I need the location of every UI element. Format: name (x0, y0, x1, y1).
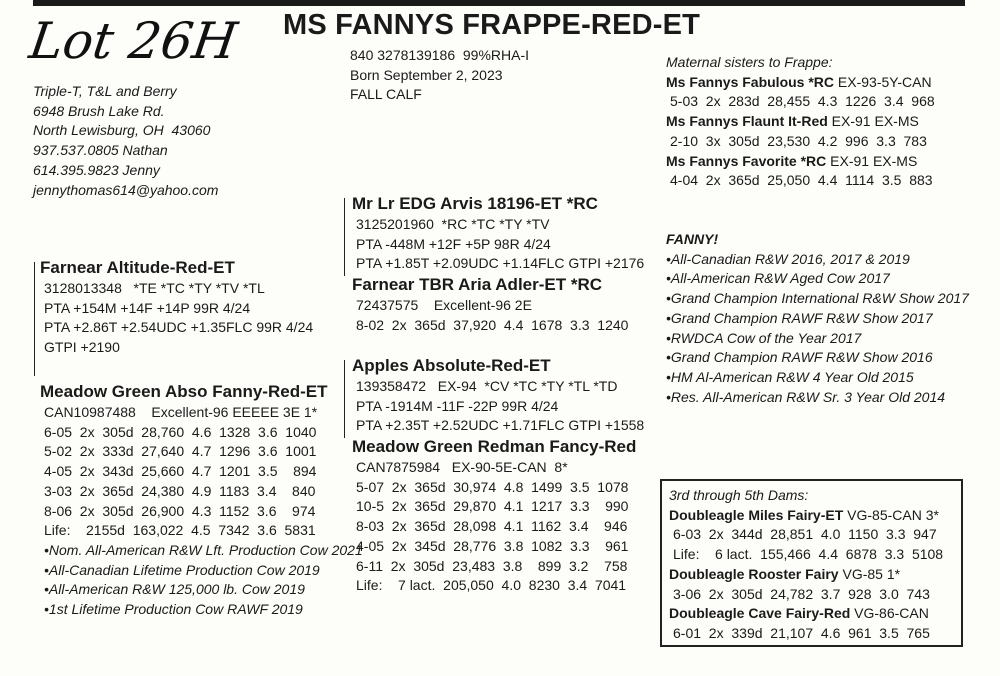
animal-class: FALL CALF (350, 86, 422, 103)
dam-sire-right-block (352, 355, 644, 436)
maternal-sisters-heading: Maternal sisters to Frappe: (666, 54, 833, 70)
consignor-phone2: 614.395.9823 Jenny (33, 161, 160, 178)
granddam-record: 5-07 2x 365d 30,974 4.8 1499 3.5 1078 (356, 478, 629, 495)
sire-of-sire-block (352, 274, 628, 335)
sire-of-sire-id: 72437575 Excellent-96 2E (356, 297, 532, 313)
dam-sire-gtpi: GTPI +2190 (44, 339, 120, 356)
sire-name: Mr Lr EDG Arvis 18196-ET *RC (352, 194, 598, 213)
dam-record: 4-05 2x 343d 25,660 4.7 1201 3.5 894 (44, 463, 317, 480)
sire-block (352, 193, 644, 274)
granddam-record: 4-05 2x 345d 28,776 3.8 1082 3.3 961 (356, 537, 629, 554)
animal-info (350, 46, 529, 105)
consignor-address2: North Lewisburg, OH 43060 (33, 122, 211, 139)
dam3-name: Doubleagle Miles Fairy-ET VG-85-CAN 3* (669, 506, 939, 523)
consignor (33, 82, 218, 200)
sister-record: 4-04 2x 365d 25,050 4.4 1114 3.5 883 (670, 172, 933, 189)
dam-honor: •1st Lifetime Production Cow RAWF 2019 (44, 601, 303, 618)
dam-honor: •All-Canadian Lifetime Production Cow 2019 (44, 561, 320, 578)
granddam-name: Meadow Green Redman Fancy-Red (352, 437, 637, 456)
sire-of-sire-record: 8-02 2x 365d 37,920 4.4 1678 3.3 1240 (356, 316, 629, 333)
fanny-honor: •Grand Champion RAWF R&W Show 2017 (666, 309, 933, 326)
dam-sire-right-bracket (344, 360, 345, 438)
fanny-honor: •All-Canadian R&W 2016, 2017 & 2019 (666, 250, 910, 267)
lot-number: Lot 26H (25, 12, 241, 70)
granddam-record: 10-5 2x 365d 29,870 4.1 1217 3.3 990 (356, 498, 629, 515)
fanny-honor: •HM Al-American R&W 4 Year Old 2015 (666, 368, 914, 385)
dam-id: CAN10987488 Excellent-96 EEEEE 3E 1* (44, 404, 318, 420)
sister-record: 5-03 2x 283d 28,455 4.3 1226 3.4 968 (670, 93, 935, 110)
dam-sire-id: 3128013348 *TE *TC *TY *TV *TL (44, 280, 265, 296)
consignor-email[interactable]: jennythomas614@yahoo.com (33, 181, 219, 198)
fanny-honors (666, 230, 969, 407)
dam-lifetime: Life: 2155d 163,022 4.5 7342 3.6 5831 (44, 522, 316, 539)
sire-pta2: PTA +1.85T +2.09UDC +1.14FLC GTPI +2176 (356, 255, 645, 272)
dam-honor: •Nom. All-American R&W Lft. Production Cow 2021 (44, 541, 363, 558)
fanny-heading: FANNY! (666, 231, 719, 247)
dam-sire-bracket (34, 262, 35, 376)
dam-honor: •All-American R&W 125,000 lb. Cow 2019 (44, 581, 305, 598)
dam3-record: 6-03 2x 344d 28,851 4.0 1150 3.3 947 (673, 526, 937, 543)
sire-pta1: PTA -448M +12F +5P 98R 4/24 (356, 235, 551, 252)
sister-name: Ms Fannys Favorite *RC EX-91 EX-MS (666, 152, 918, 169)
fanny-honor: •RWDCA Cow of the Year 2017 (666, 329, 862, 346)
dam5-name: Doubleagle Cave Fairy-Red VG-86-CAN (669, 605, 929, 622)
page-title: MS FANNYS FRAPPE-RED-ET (283, 9, 701, 41)
dam-name: Meadow Green Abso Fanny-Red-ET (40, 382, 328, 401)
consignor-name: Triple-T, T&L and Berry (33, 83, 177, 99)
dams-3-5-box (660, 479, 963, 647)
sire-bracket (344, 198, 345, 276)
dam-sire-right-id: 139358472 EX-94 *CV *TC *TY *TL *TD (356, 378, 618, 394)
dam-sire-right-name: Apples Absolute-Red-ET (352, 356, 551, 375)
dam-sire-name: Farnear Altitude-Red-ET (40, 258, 235, 277)
dam-sire-right-pta2: PTA +2.35T +2.52UDC +1.71FLC GTPI +1558 (356, 417, 645, 434)
consignor-phone1: 937.537.0805 Nathan (33, 142, 168, 159)
dam-sire-pta2: PTA +2.86T +2.54UDC +1.35FLC 99R 4/24 (44, 319, 314, 336)
granddam-block (352, 436, 636, 596)
dam3-lifetime: Life: 6 lact. 155,466 4.4 6878 3.3 5108 (673, 546, 944, 563)
dam-sire-right-pta1: PTA -1914M -11F -22P 99R 4/24 (356, 397, 559, 414)
dam4-name: Doubleagle Rooster Fairy VG-85 1* (669, 565, 901, 582)
fanny-honor: •Grand Champion International R&W Show 2017 (666, 290, 969, 307)
animal-id: 840 3278139186 99%RHA-I (350, 47, 530, 63)
top-rule (33, 0, 965, 6)
sister-record: 2-10 3x 305d 23,530 4.2 996 3.3 783 (670, 132, 927, 149)
fanny-honor: •All-American R&W Aged Cow 2017 (666, 270, 890, 287)
sire-id: 3125201960 *RC *TC *TY *TV (356, 216, 550, 232)
granddam-id: CAN7875984 EX-90-5E-CAN 8* (356, 459, 568, 475)
granddam-record: 6-11 2x 305d 23,483 3.8 899 3.2 758 (356, 557, 628, 574)
dam-record: 5-02 2x 333d 27,640 4.7 1296 3.6 1001 (44, 443, 317, 460)
sire-of-sire-name: Farnear TBR Aria Adler-ET *RC (352, 275, 603, 294)
consignor-address1: 6948 Brush Lake Rd. (33, 102, 165, 119)
dams-heading: 3rd through 5th Dams: (669, 487, 809, 503)
sister-name: Ms Fannys Flaunt It-Red EX-91 EX-MS (666, 113, 919, 130)
dam-block (40, 381, 363, 620)
dam5-record: 6-01 2x 339d 21,107 4.6 961 3.5 765 (673, 624, 930, 641)
dam-record: 8-06 2x 305d 26,900 4.3 1152 3.6 974 (44, 502, 316, 519)
dam-record: 3-03 2x 365d 24,380 4.9 1183 3.4 840 (44, 482, 316, 499)
dam4-record: 3-06 2x 305d 24,782 3.7 928 3.0 743 (673, 585, 930, 602)
dam-sire-block (40, 257, 313, 358)
fanny-honor: •Res. All-American R&W Sr. 3 Year Old 2014 (666, 388, 946, 405)
dam-record: 6-05 2x 305d 28,760 4.6 1328 3.6 1040 (44, 423, 317, 440)
dam-sire-pta1: PTA +154M +14F +14P 99R 4/24 (44, 299, 251, 316)
granddam-lifetime: Life: 7 lact. 205,050 4.0 8230 3.4 7041 (356, 577, 627, 594)
animal-born: Born September 2, 2023 (350, 66, 503, 83)
fanny-honor: •Grand Champion RAWF R&W Show 2016 (666, 349, 933, 366)
maternal-sisters (666, 53, 935, 191)
granddam-record: 8-03 2x 365d 28,098 4.1 1162 3.4 946 (356, 518, 628, 535)
sister-name: Ms Fannys Fabulous *RC EX-93-5Y-CAN (666, 73, 932, 90)
